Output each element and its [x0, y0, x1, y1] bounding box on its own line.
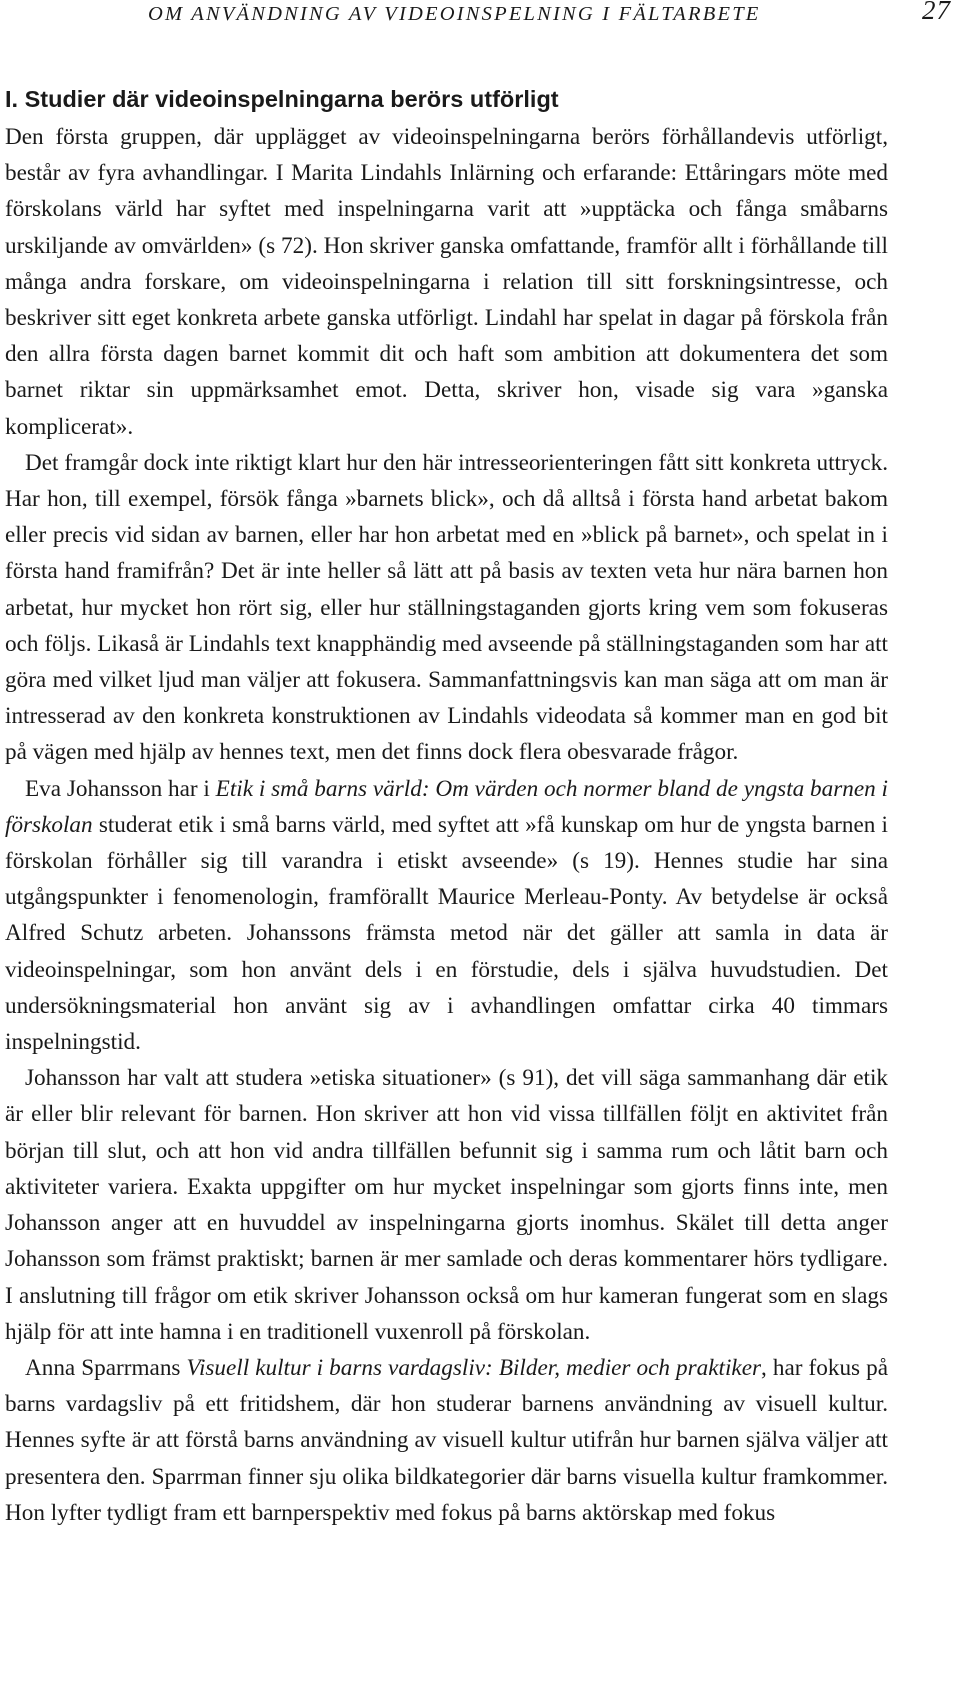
paragraph — [5, 119, 888, 445]
paragraph — [5, 1350, 888, 1531]
running-head-title: OM ANVÄNDNING AV VIDEOINSPELNING I FÄLTARBETE — [148, 3, 761, 25]
paragraph-text: Anna Sparrmans — [25, 1354, 187, 1381]
body-text — [5, 119, 888, 1531]
paragraph-text: Den första gruppen, där upplägget av videoinspelningarna berörs förhållandevis utförligt, består av fyra avhandlingar. I Marita Lindahls Inlärning och erfarande: Ettåringars möte med förskolans värld har syftet med inspelningarna varit att »upptäcka och fånga småbarns urskiljande av omvärlden» (s 72). Hon skriver ganska omfattande, framför allt i förhållande till många andra forskare, om videoinspelningarna i relation till sitt forskningsintresse, och beskriver sitt eget konkreta arbete ganska utförligt. Lindahl har spelat in dagar på förskola från den allra första dagen barnet kommit dit och haft som ambition att dokumentera det som barnet riktar sin uppmärksamhet emot. Detta, skriver hon, visade sig vara »ganska komplicerat». — [5, 124, 888, 440]
page-number: 27 — [922, 0, 951, 25]
italic-title-text: Visuell kultur i barns vardagsliv: Bilder, medier och praktiker — [186, 1354, 762, 1381]
paragraph-text: Johansson har valt att studera »etiska situationer» (s 91), det vill säga sammanhang där etik är eller blir relevant för barnen. Hon skriver att hon vid vissa tillfällen följt en aktivitet från början till slut, och att hon vid andra tillfällen befunnit sig i samma rum och låtit barn och aktiviteter variera. Exakta uppgifter om hur mycket inspelningar som gjorts finns inte, men Johansson anger att en huvuddel av inspelningarna gjorts inomhus. Skälet till detta anger Johansson som främst praktiskt; barnen är mer samlade och deras kommentarer hörs tydligare. I anslutning till frågor om etik skriver Johansson också om hur kameran fungerat som en slags hjälp för att inte hamna i en traditionell vuxenroll på förskolan. — [5, 1065, 888, 1345]
paragraph-text: Det framgår dock inte riktigt klart hur den här intresseorienteringen fått sitt konkreta uttryck. Har hon, till exempel, försök fånga »barnets blick», och då alltså i första hand arbetat bakom eller precis vid sidan av barnen, eller har hon arbetat med en »blick på barnet», och spelat in i första hand framifrån? Det är inte heller så lätt att på basis av texten veta hur nära barnen hon arbetat, hur mycket hon rört sig, eller hur ställningstaganden gjorts kring vem som fokuseras och följs. Likaså är Lindahls text knapphändig med avseende på ställningstaganden som har att göra med vilket ljud man väljer att fokusera. Sammanfattningsvis kan man säga att om man är intresserad av den konkreta konstruktionen av Lindahls videodata så kommer man en god bit på vägen med hjälp av hennes text, men det finns dock flera obesvarade frågor. — [5, 449, 888, 766]
paragraph — [5, 771, 888, 1061]
paragraph — [5, 445, 888, 771]
paragraph-text: studerat etik i små barns värld, med syftet att »få kunskap om hur de yngsta barnen i förskolan förhåller sig till varandra i etiskt avseende» (s 19). Hennes studie har sina utgångspunkter i fenomenologin, framförallt Maurice Merleau-Ponty. Av betydelse är också Alfred Schutz arbeten. Johanssons främsta metod när det gäller att samla in data är videoinspelningar, som hon använt dels i en förstudie, dels i själva huvudstudien. Det undersökningsmaterial hon använt sig av i avhandlingen omfattar cirka 40 timmars inspelningstid. — [5, 811, 888, 1056]
paragraph — [5, 1060, 888, 1350]
section-heading: I. Studier där videoinspelningarna berörs utförligt — [5, 86, 559, 112]
paragraph-text: , har fokus på barns vardagsliv på ett fritidshem, där hon studerar barnens användning av visuell kultur. Hennes syfte är att förstå barns användning av visuell kultur utifrån hur barnen själva väljer att presentera den. Sparrman finner sju olika bildkategorier där barns visuella kultur framkommer. Hon lyfter tydligt fram ett barnperspektiv med fokus på barns aktörskap med fokus — [5, 1354, 888, 1526]
italic-title-text: Etik i små barns värld: Om värden och normer bland de yngsta barnen i förskolan — [5, 775, 888, 838]
running-head — [148, 0, 951, 34]
paragraph-text: Eva Johansson har i — [25, 775, 216, 802]
